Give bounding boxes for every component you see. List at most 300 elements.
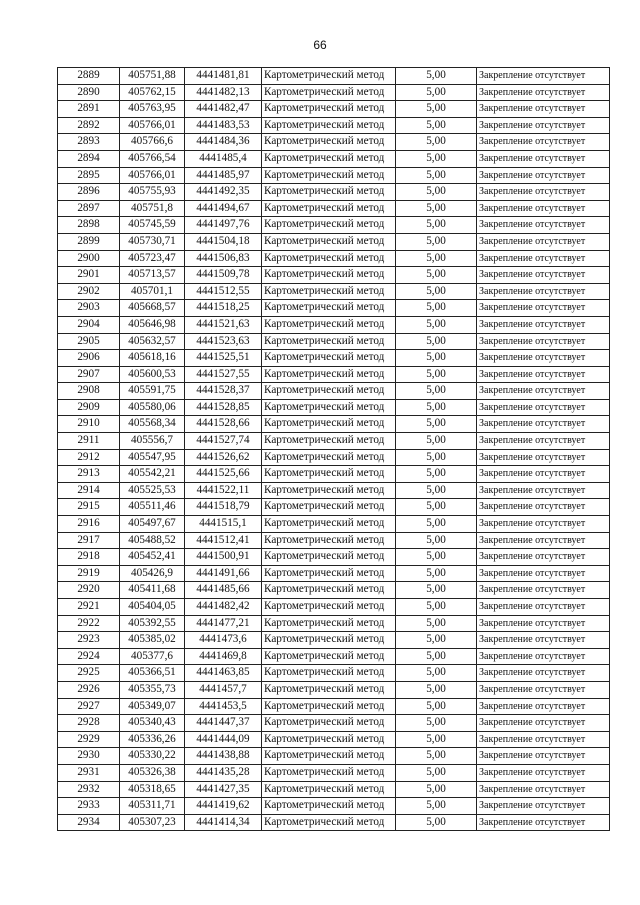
accuracy-cell: 5,00 <box>396 731 477 748</box>
coord-x-cell: 405766,01 <box>120 117 185 134</box>
method-cell: Картометрический метод <box>262 366 396 383</box>
method-cell: Картометрический метод <box>262 731 396 748</box>
coord-x-cell: 405336,26 <box>120 731 185 748</box>
page-number: 66 <box>313 38 327 52</box>
point-number-cell: 2903 <box>58 300 120 317</box>
point-number-cell: 2908 <box>58 383 120 400</box>
coord-y-cell: 4441525,66 <box>185 466 262 483</box>
point-number-cell: 2890 <box>58 84 120 101</box>
fixing-cell: Закрепление отсутствует <box>477 117 610 134</box>
point-number-cell: 2906 <box>58 350 120 367</box>
accuracy-cell: 5,00 <box>396 764 477 781</box>
coord-x-cell: 405618,16 <box>120 350 185 367</box>
method-cell: Картометрический метод <box>262 499 396 516</box>
coord-x-cell: 405713,57 <box>120 267 185 284</box>
coord-x-cell: 405646,98 <box>120 316 185 333</box>
fixing-cell: Закрепление отсутствует <box>477 150 610 167</box>
table-row <box>58 814 610 831</box>
coord-y-cell: 4441485,4 <box>185 150 262 167</box>
coord-y-cell: 4441528,85 <box>185 399 262 416</box>
table-row <box>58 615 610 632</box>
accuracy-cell: 5,00 <box>396 250 477 267</box>
method-cell: Картометрический метод <box>262 632 396 649</box>
method-cell: Картометрический метод <box>262 283 396 300</box>
point-number-cell: 2902 <box>58 283 120 300</box>
method-cell: Картометрический метод <box>262 715 396 732</box>
fixing-cell: Закрепление отсутствует <box>477 449 610 466</box>
method-cell: Картометрический метод <box>262 333 396 350</box>
table-row <box>58 283 610 300</box>
fixing-cell: Закрепление отсутствует <box>477 233 610 250</box>
point-number-cell: 2916 <box>58 516 120 533</box>
coord-x-cell: 405762,15 <box>120 84 185 101</box>
coord-x-cell: 405377,6 <box>120 648 185 665</box>
fixing-cell: Закрепление отсутствует <box>477 681 610 698</box>
coord-y-cell: 4441485,66 <box>185 582 262 599</box>
accuracy-cell: 5,00 <box>396 715 477 732</box>
point-number-cell: 2914 <box>58 482 120 499</box>
table-row <box>58 150 610 167</box>
coord-x-cell: 405411,68 <box>120 582 185 599</box>
coord-y-cell: 4441457,7 <box>185 681 262 698</box>
method-cell: Картометрический метод <box>262 250 396 267</box>
coord-x-cell: 405349,07 <box>120 698 185 715</box>
method-cell: Картометрический метод <box>262 416 396 433</box>
coord-x-cell: 405751,8 <box>120 200 185 217</box>
fixing-cell: Закрепление отсутствует <box>477 366 610 383</box>
method-cell: Картометрический метод <box>262 150 396 167</box>
coord-x-cell: 405766,6 <box>120 134 185 151</box>
fixing-cell: Закрепление отсутствует <box>477 68 610 85</box>
fixing-cell: Закрепление отсутствует <box>477 731 610 748</box>
point-number-cell: 2905 <box>58 333 120 350</box>
accuracy-cell: 5,00 <box>396 350 477 367</box>
coord-y-cell: 4441482,42 <box>185 599 262 616</box>
point-number-cell: 2900 <box>58 250 120 267</box>
coord-y-cell: 4441515,1 <box>185 516 262 533</box>
accuracy-cell: 5,00 <box>396 416 477 433</box>
method-cell: Картометрический метод <box>262 549 396 566</box>
point-number-cell: 2894 <box>58 150 120 167</box>
accuracy-cell: 5,00 <box>396 532 477 549</box>
coord-x-cell: 405525,53 <box>120 482 185 499</box>
coord-y-cell: 4441482,13 <box>185 84 262 101</box>
accuracy-cell: 5,00 <box>396 565 477 582</box>
point-number-cell: 2893 <box>58 134 120 151</box>
accuracy-cell: 5,00 <box>396 217 477 234</box>
accuracy-cell: 5,00 <box>396 333 477 350</box>
table-row <box>58 665 610 682</box>
coord-x-cell: 405355,73 <box>120 681 185 698</box>
method-cell: Картометрический метод <box>262 665 396 682</box>
method-cell: Картометрический метод <box>262 748 396 765</box>
coord-x-cell: 405755,93 <box>120 184 185 201</box>
accuracy-cell: 5,00 <box>396 267 477 284</box>
table-row <box>58 366 610 383</box>
table-row <box>58 764 610 781</box>
fixing-cell: Закрепление отсутствует <box>477 250 610 267</box>
accuracy-cell: 5,00 <box>396 433 477 450</box>
method-cell: Картометрический метод <box>262 316 396 333</box>
coord-x-cell: 405730,71 <box>120 233 185 250</box>
coord-x-cell: 405547,95 <box>120 449 185 466</box>
table-row <box>58 565 610 582</box>
table-row <box>58 499 610 516</box>
method-cell: Картометрический метод <box>262 599 396 616</box>
accuracy-cell: 5,00 <box>396 167 477 184</box>
coord-y-cell: 4441447,37 <box>185 715 262 732</box>
table-row <box>58 383 610 400</box>
coord-x-cell: 405568,34 <box>120 416 185 433</box>
coord-y-cell: 4441527,55 <box>185 366 262 383</box>
table-row <box>58 466 610 483</box>
coord-x-cell: 405542,21 <box>120 466 185 483</box>
fixing-cell: Закрепление отсутствует <box>477 615 610 632</box>
point-number-cell: 2926 <box>58 681 120 698</box>
table-row <box>58 748 610 765</box>
coord-x-cell: 405600,53 <box>120 366 185 383</box>
method-cell: Картометрический метод <box>262 798 396 815</box>
fixing-cell: Закрепление отсутствует <box>477 416 610 433</box>
point-number-cell: 2930 <box>58 748 120 765</box>
table-row <box>58 84 610 101</box>
coord-y-cell: 4441453,5 <box>185 698 262 715</box>
accuracy-cell: 5,00 <box>396 482 477 499</box>
accuracy-cell: 5,00 <box>396 300 477 317</box>
accuracy-cell: 5,00 <box>396 665 477 682</box>
table-row <box>58 433 610 450</box>
method-cell: Картометрический метод <box>262 84 396 101</box>
fixing-cell: Закрепление отсутствует <box>477 781 610 798</box>
method-cell: Картометрический метод <box>262 217 396 234</box>
accuracy-cell: 5,00 <box>396 781 477 798</box>
coord-y-cell: 4441512,41 <box>185 532 262 549</box>
accuracy-cell: 5,00 <box>396 748 477 765</box>
accuracy-cell: 5,00 <box>396 615 477 632</box>
accuracy-cell: 5,00 <box>396 466 477 483</box>
coord-x-cell: 405723,47 <box>120 250 185 267</box>
coord-x-cell: 405763,95 <box>120 101 185 118</box>
method-cell: Картометрический метод <box>262 764 396 781</box>
coord-y-cell: 4441435,28 <box>185 764 262 781</box>
fixing-cell: Закрепление отсутствует <box>477 300 610 317</box>
coord-y-cell: 4441509,78 <box>185 267 262 284</box>
method-cell: Картометрический метод <box>262 184 396 201</box>
coord-y-cell: 4441506,83 <box>185 250 262 267</box>
point-number-cell: 2899 <box>58 233 120 250</box>
method-cell: Картометрический метод <box>262 433 396 450</box>
point-number-cell: 2896 <box>58 184 120 201</box>
fixing-cell: Закрепление отсутствует <box>477 84 610 101</box>
accuracy-cell: 5,00 <box>396 798 477 815</box>
table-row <box>58 449 610 466</box>
coord-y-cell: 4441522,11 <box>185 482 262 499</box>
method-cell: Картометрический метод <box>262 68 396 85</box>
coord-x-cell: 405307,23 <box>120 814 185 831</box>
coord-y-cell: 4441526,62 <box>185 449 262 466</box>
fixing-cell: Закрепление отсутствует <box>477 565 610 582</box>
accuracy-cell: 5,00 <box>396 648 477 665</box>
method-cell: Картометрический метод <box>262 516 396 533</box>
coord-y-cell: 4441521,63 <box>185 316 262 333</box>
coord-y-cell: 4441504,18 <box>185 233 262 250</box>
point-number-cell: 2907 <box>58 366 120 383</box>
method-cell: Картометрический метод <box>262 233 396 250</box>
fixing-cell: Закрепление отсутствует <box>477 599 610 616</box>
table-row <box>58 233 610 250</box>
point-number-cell: 2911 <box>58 433 120 450</box>
coord-x-cell: 405330,22 <box>120 748 185 765</box>
point-number-cell: 2920 <box>58 582 120 599</box>
point-number-cell: 2904 <box>58 316 120 333</box>
coord-y-cell: 4441523,63 <box>185 333 262 350</box>
coord-y-cell: 4441497,76 <box>185 217 262 234</box>
point-number-cell: 2921 <box>58 599 120 616</box>
coord-y-cell: 4441525,51 <box>185 350 262 367</box>
fixing-cell: Закрепление отсутствует <box>477 101 610 118</box>
point-number-cell: 2928 <box>58 715 120 732</box>
point-number-cell: 2922 <box>58 615 120 632</box>
fixing-cell: Закрепление отсутствует <box>477 798 610 815</box>
method-cell: Картометрический метод <box>262 565 396 582</box>
coord-x-cell: 405392,55 <box>120 615 185 632</box>
coord-x-cell: 405404,05 <box>120 599 185 616</box>
fixing-cell: Закрепление отсутствует <box>477 516 610 533</box>
accuracy-cell: 5,00 <box>396 449 477 466</box>
point-number-cell: 2895 <box>58 167 120 184</box>
method-cell: Картометрический метод <box>262 615 396 632</box>
fixing-cell: Закрепление отсутствует <box>477 715 610 732</box>
coord-x-cell: 405580,06 <box>120 399 185 416</box>
coord-y-cell: 4441500,91 <box>185 549 262 566</box>
table-row <box>58 648 610 665</box>
fixing-cell: Закрепление отсутствует <box>477 814 610 831</box>
table-row <box>58 715 610 732</box>
coord-y-cell: 4441438,88 <box>185 748 262 765</box>
coord-x-cell: 405452,41 <box>120 549 185 566</box>
method-cell: Картометрический метод <box>262 101 396 118</box>
coord-y-cell: 4441528,37 <box>185 383 262 400</box>
table-row <box>58 267 610 284</box>
table-row <box>58 532 610 549</box>
method-cell: Картометрический метод <box>262 482 396 499</box>
table-row <box>58 316 610 333</box>
coord-x-cell: 405556,7 <box>120 433 185 450</box>
accuracy-cell: 5,00 <box>396 399 477 416</box>
accuracy-cell: 5,00 <box>396 632 477 649</box>
coord-y-cell: 4441427,35 <box>185 781 262 798</box>
method-cell: Картометрический метод <box>262 532 396 549</box>
point-number-cell: 2901 <box>58 267 120 284</box>
point-number-cell: 2931 <box>58 764 120 781</box>
table-row <box>58 599 610 616</box>
point-number-cell: 2925 <box>58 665 120 682</box>
accuracy-cell: 5,00 <box>396 283 477 300</box>
fixing-cell: Закрепление отсутствует <box>477 167 610 184</box>
coord-y-cell: 4441528,66 <box>185 416 262 433</box>
fixing-cell: Закрепление отсутствует <box>477 200 610 217</box>
table-row <box>58 68 610 85</box>
coord-x-cell: 405366,51 <box>120 665 185 682</box>
accuracy-cell: 5,00 <box>396 582 477 599</box>
coord-y-cell: 4441518,25 <box>185 300 262 317</box>
coord-x-cell: 405426,9 <box>120 565 185 582</box>
fixing-cell: Закрепление отсутствует <box>477 482 610 499</box>
method-cell: Картометрический метод <box>262 449 396 466</box>
fixing-cell: Закрепление отсутствует <box>477 648 610 665</box>
table-row <box>58 399 610 416</box>
table-row <box>58 582 610 599</box>
point-number-cell: 2924 <box>58 648 120 665</box>
method-cell: Картометрический метод <box>262 117 396 134</box>
coord-x-cell: 405751,88 <box>120 68 185 85</box>
accuracy-cell: 5,00 <box>396 150 477 167</box>
method-cell: Картометрический метод <box>262 267 396 284</box>
point-number-cell: 2933 <box>58 798 120 815</box>
coord-x-cell: 405766,54 <box>120 150 185 167</box>
method-cell: Картометрический метод <box>262 814 396 831</box>
method-cell: Картометрический метод <box>262 200 396 217</box>
fixing-cell: Закрепление отсутствует <box>477 698 610 715</box>
coord-y-cell: 4441477,21 <box>185 615 262 632</box>
coord-y-cell: 4441483,53 <box>185 117 262 134</box>
coord-x-cell: 405766,01 <box>120 167 185 184</box>
coord-y-cell: 4441491,66 <box>185 565 262 582</box>
fixing-cell: Закрепление отсутствует <box>477 748 610 765</box>
point-number-cell: 2918 <box>58 549 120 566</box>
fixing-cell: Закрепление отсутствует <box>477 184 610 201</box>
accuracy-cell: 5,00 <box>396 68 477 85</box>
table-row <box>58 632 610 649</box>
point-number-cell: 2892 <box>58 117 120 134</box>
coord-x-cell: 405488,52 <box>120 532 185 549</box>
table-row <box>58 549 610 566</box>
fixing-cell: Закрепление отсутствует <box>477 466 610 483</box>
point-number-cell: 2915 <box>58 499 120 516</box>
coord-x-cell: 405632,57 <box>120 333 185 350</box>
coord-y-cell: 4441463,85 <box>185 665 262 682</box>
table-row <box>58 350 610 367</box>
coord-y-cell: 4441469,8 <box>185 648 262 665</box>
table-row <box>58 798 610 815</box>
coord-x-cell: 405745,59 <box>120 217 185 234</box>
fixing-cell: Закрепление отсутствует <box>477 283 610 300</box>
table-row <box>58 217 610 234</box>
accuracy-cell: 5,00 <box>396 200 477 217</box>
table-row <box>58 731 610 748</box>
accuracy-cell: 5,00 <box>396 549 477 566</box>
method-cell: Картометрический метод <box>262 648 396 665</box>
accuracy-cell: 5,00 <box>396 516 477 533</box>
coord-x-cell: 405668,57 <box>120 300 185 317</box>
coord-y-cell: 4441484,36 <box>185 134 262 151</box>
fixing-cell: Закрепление отсутствует <box>477 350 610 367</box>
fixing-cell: Закрепление отсутствует <box>477 134 610 151</box>
method-cell: Картометрический метод <box>262 582 396 599</box>
point-number-cell: 2934 <box>58 814 120 831</box>
accuracy-cell: 5,00 <box>396 184 477 201</box>
coord-x-cell: 405497,67 <box>120 516 185 533</box>
fixing-cell: Закрепление отсутствует <box>477 433 610 450</box>
coord-y-cell: 4441481,81 <box>185 68 262 85</box>
table-row <box>58 101 610 118</box>
point-number-cell: 2932 <box>58 781 120 798</box>
coordinates-table <box>57 67 610 831</box>
method-cell: Картометрический метод <box>262 383 396 400</box>
accuracy-cell: 5,00 <box>396 366 477 383</box>
accuracy-cell: 5,00 <box>396 681 477 698</box>
coord-y-cell: 4441494,67 <box>185 200 262 217</box>
coord-x-cell: 405591,75 <box>120 383 185 400</box>
point-number-cell: 2927 <box>58 698 120 715</box>
accuracy-cell: 5,00 <box>396 117 477 134</box>
accuracy-cell: 5,00 <box>396 84 477 101</box>
point-number-cell: 2897 <box>58 200 120 217</box>
coord-y-cell: 4441419,62 <box>185 798 262 815</box>
point-number-cell: 2913 <box>58 466 120 483</box>
point-number-cell: 2889 <box>58 68 120 85</box>
accuracy-cell: 5,00 <box>396 101 477 118</box>
accuracy-cell: 5,00 <box>396 134 477 151</box>
coord-y-cell: 4441485,97 <box>185 167 262 184</box>
fixing-cell: Закрепление отсутствует <box>477 764 610 781</box>
fixing-cell: Закрепление отсутствует <box>477 316 610 333</box>
coord-y-cell: 4441512,55 <box>185 283 262 300</box>
fixing-cell: Закрепление отсутствует <box>477 383 610 400</box>
method-cell: Картометрический метод <box>262 466 396 483</box>
table-row <box>58 300 610 317</box>
table-row <box>58 516 610 533</box>
coord-x-cell: 405701,1 <box>120 283 185 300</box>
point-number-cell: 2923 <box>58 632 120 649</box>
method-cell: Картометрический метод <box>262 698 396 715</box>
table-row <box>58 250 610 267</box>
fixing-cell: Закрепление отсутствует <box>477 582 610 599</box>
point-number-cell: 2917 <box>58 532 120 549</box>
method-cell: Картометрический метод <box>262 681 396 698</box>
table-row <box>58 117 610 134</box>
coord-y-cell: 4441482,47 <box>185 101 262 118</box>
method-cell: Картометрический метод <box>262 399 396 416</box>
coord-x-cell: 405326,38 <box>120 764 185 781</box>
fixing-cell: Закрепление отсутствует <box>477 499 610 516</box>
fixing-cell: Закрепление отсутствует <box>477 665 610 682</box>
coord-y-cell: 4441414,34 <box>185 814 262 831</box>
table-row <box>58 681 610 698</box>
method-cell: Картометрический метод <box>262 350 396 367</box>
table-row <box>58 781 610 798</box>
coord-y-cell: 4441527,74 <box>185 433 262 450</box>
method-cell: Картометрический метод <box>262 167 396 184</box>
table-row <box>58 416 610 433</box>
accuracy-cell: 5,00 <box>396 814 477 831</box>
point-number-cell: 2891 <box>58 101 120 118</box>
table-row <box>58 184 610 201</box>
coord-x-cell: 405340,43 <box>120 715 185 732</box>
table-row <box>58 134 610 151</box>
table-row <box>58 200 610 217</box>
coord-y-cell: 4441492,35 <box>185 184 262 201</box>
coord-x-cell: 405385,02 <box>120 632 185 649</box>
method-cell: Картометрический метод <box>262 134 396 151</box>
point-number-cell: 2912 <box>58 449 120 466</box>
point-number-cell: 2909 <box>58 399 120 416</box>
point-number-cell: 2910 <box>58 416 120 433</box>
accuracy-cell: 5,00 <box>396 316 477 333</box>
accuracy-cell: 5,00 <box>396 599 477 616</box>
point-number-cell: 2929 <box>58 731 120 748</box>
table-row <box>58 167 610 184</box>
